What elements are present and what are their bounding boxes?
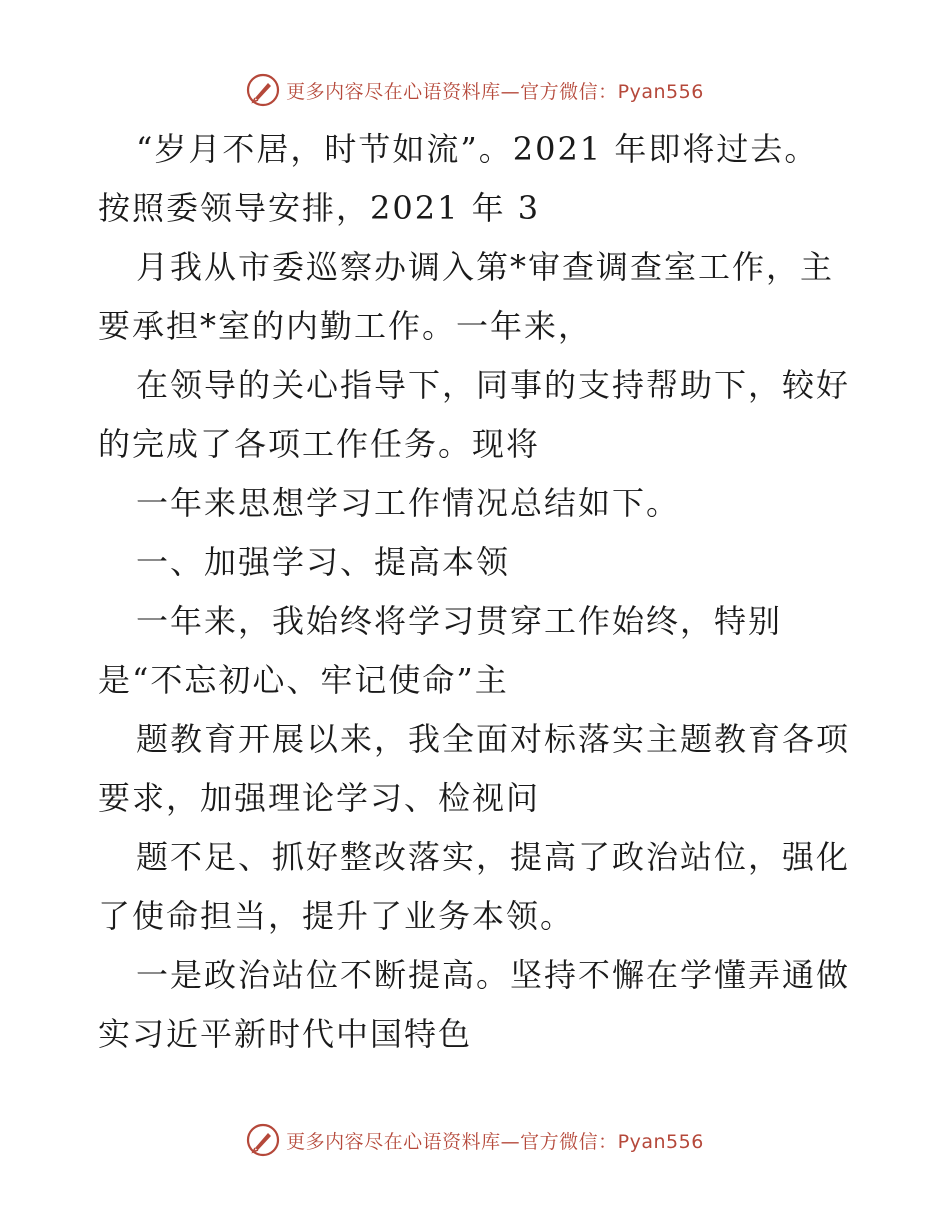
paragraph-line: 在领导的关心指导下，同事的支持帮助下，较好	[136, 366, 851, 404]
paragraph-line: 一年来，我始终将学习贯穿工作始终，特别	[136, 602, 783, 640]
paragraph-line: 的完成了各项工作任务。现将	[98, 425, 541, 463]
paragraph-line: 了使命担当，提升了业务本领。	[98, 897, 575, 935]
section-heading: 一、加强学习、提高本领	[136, 543, 511, 581]
paragraph-line: 题教育开展以来，我全面对标落实主题教育各项	[136, 720, 851, 758]
quill-pen-icon	[246, 1123, 280, 1157]
paragraph-line: 要求，加强理论学习、检视问	[98, 779, 541, 817]
watermark-text: 更多内容尽在心语资料库—官方微信：Pyan556	[286, 80, 704, 103]
watermark-footer	[0, 1120, 950, 1160]
paragraph-line: 题不足、抓好整改落实，提高了政治站位，强化	[136, 838, 851, 876]
paragraph-line: 按照委领导安排，2021 年 3	[98, 189, 541, 227]
quill-pen-icon	[246, 73, 280, 107]
paragraph-line: “岁月不居，时节如流”。2021 年即将过去。	[136, 130, 819, 168]
paragraph-line: 月我从市委巡察办调入第*审查调查室工作，主	[136, 248, 835, 286]
document-body	[98, 120, 868, 1064]
paragraph-line: 实习近平新时代中国特色	[98, 1015, 473, 1053]
paragraph-line: 一是政治站位不断提高。坚持不懈在学懂弄通做	[136, 956, 851, 994]
watermark-header	[0, 70, 950, 110]
paragraph-line: 一年来思想学习工作情况总结如下。	[136, 484, 681, 522]
paragraph-line: 是“不忘初心、牢记使命”主	[98, 661, 509, 699]
paragraph-line: 要承担*室的内勤工作。一年来，	[98, 307, 593, 345]
watermark-text: 更多内容尽在心语资料库—官方微信：Pyan556	[286, 1130, 704, 1153]
